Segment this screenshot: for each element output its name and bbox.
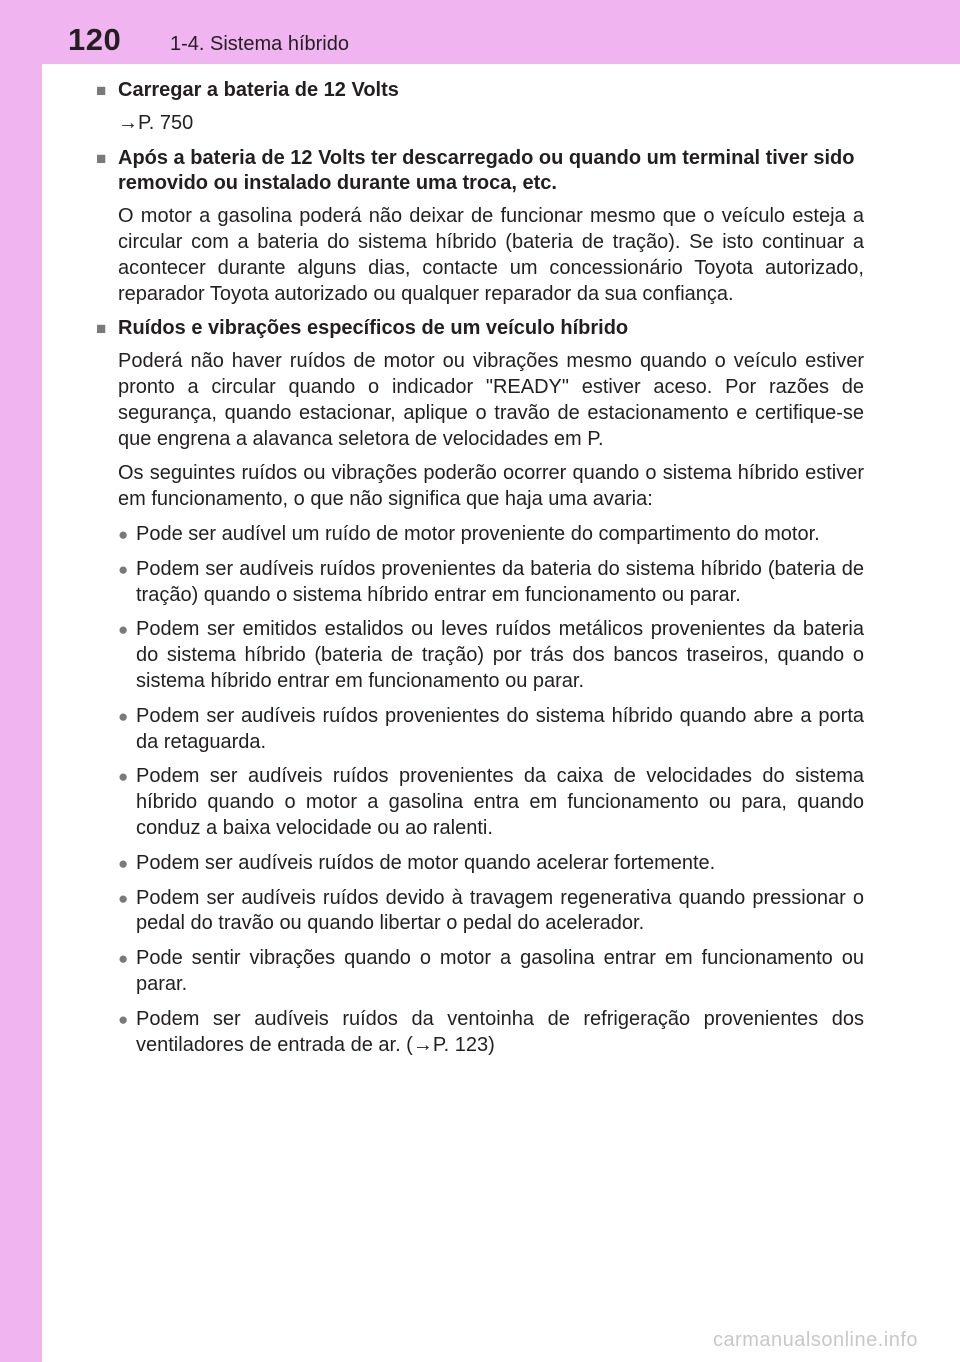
section-heading-noises-vibrations xyxy=(96,316,864,342)
circle-bullet-icon: ● xyxy=(118,888,129,908)
circle-bullet-icon: ● xyxy=(118,853,129,873)
page-content xyxy=(96,78,864,1067)
watermark: carmanualsonline.info xyxy=(712,1329,918,1351)
square-bullet-icon: ■ xyxy=(96,81,107,100)
list-item-text: Podem ser audíveis ruídos de motor quando acelerar fortemente. xyxy=(136,851,716,874)
list-item-text: Podem ser audíveis ruídos provenientes do sistema híbrido quando abre a porta da retaguarda. xyxy=(136,704,864,753)
list-item-text: Pode ser audível um ruído de motor proveniente do compartimento do motor. xyxy=(136,522,820,545)
list-item-text: Podem ser audíveis ruídos provenientes da caixa de velocidades do sistema híbrido quando o motor a gasolina entra em funcionamento ou para, quando conduz a baixa velocidade ou ao ralenti. xyxy=(136,765,864,839)
page-reference: →P. 750 xyxy=(118,111,194,134)
circle-bullet-icon: ● xyxy=(118,706,129,726)
circle-bullet-icon: ● xyxy=(118,559,129,579)
section-heading-battery-discharged xyxy=(96,146,864,198)
heading-text: Ruídos e vibrações específicos de um veículo híbrido xyxy=(118,317,629,340)
body-paragraph: Os seguintes ruídos ou vibrações poderão ocorrer quando o sistema híbrido estiver em funcionamento, o que não significa que haja uma avaria: xyxy=(118,462,864,511)
circle-bullet-icon: ● xyxy=(118,767,129,787)
circle-bullet-icon: ● xyxy=(118,524,129,544)
list-item xyxy=(118,704,864,756)
list-item-text: Podem ser audíveis ruídos devido à travagem regenerativa quando pressionar o pedal do travão ou quando libertar o pedal do acelerador. xyxy=(136,886,864,935)
body-paragraph: O motor a gasolina poderá não deixar de funcionar mesmo que o veículo esteja a circular com a bateria do sistema híbrido (bateria de tração). Se isto continuar a acontecer durante alguns dias, contacte um concessionário Toyota autorizado, reparador Toyota autorizado ou qualquer reparador da sua confiança. xyxy=(118,205,864,305)
list-item xyxy=(118,522,864,548)
list-item-text: Podem ser emitidos estalidos ou leves ruídos metálicos provenientes da bateria do sistema híbrido (bateria de tração) por trás dos bancos traseiros, quando o sistema híbrido entrar em funcionamento ou parar. xyxy=(136,618,864,692)
section-heading-charge-battery xyxy=(96,78,864,104)
list-item-text: Pode sentir vibrações quando o motor a gasolina entrar em funcionamento ou parar. xyxy=(136,947,864,995)
list-item xyxy=(118,946,864,998)
list-item xyxy=(118,886,864,938)
list-item xyxy=(118,617,864,694)
heading-text: Carregar a bateria de 12 Volts xyxy=(118,79,399,101)
list-item xyxy=(118,557,864,609)
list-item xyxy=(118,851,864,877)
square-bullet-icon: ■ xyxy=(96,319,107,339)
square-bullet-icon: ■ xyxy=(96,148,107,168)
list-item-text: Podem ser audíveis ruídos provenientes da bateria do sistema híbrido (bateria de tração) quando o sistema híbrido entrar em funcionamento ou parar. xyxy=(136,557,864,606)
list-item xyxy=(118,1007,864,1059)
side-color-band xyxy=(0,0,42,1362)
list-item-text: Podem ser audíveis ruídos da ventoinha de refrigeração provenientes dos ventiladores de entrada de ar. (→P. 123) xyxy=(136,1007,864,1056)
circle-bullet-icon: ● xyxy=(118,949,129,969)
list-item xyxy=(118,764,864,841)
circle-bullet-icon: ● xyxy=(118,1009,129,1029)
section-title: 1-4. Sistema híbrido xyxy=(170,33,349,55)
header-band xyxy=(0,0,960,64)
page-number: 120 xyxy=(68,22,122,57)
heading-text: Após a bateria de 12 Volts ter descarregado ou quando um terminal tiver sido removido ou instalado durante uma troca, etc. xyxy=(118,146,855,195)
body-paragraph: Poderá não haver ruídos de motor ou vibrações mesmo quando o veículo estiver pronto a circular quando o indicador "READY" estiver aceso. Por razões de segurança, quando estacionar, aplique o travão de estacionamento e certifique-se que engrena a alavanca seletora de velocidades em P. xyxy=(118,350,864,450)
circle-bullet-icon: ● xyxy=(118,620,129,640)
